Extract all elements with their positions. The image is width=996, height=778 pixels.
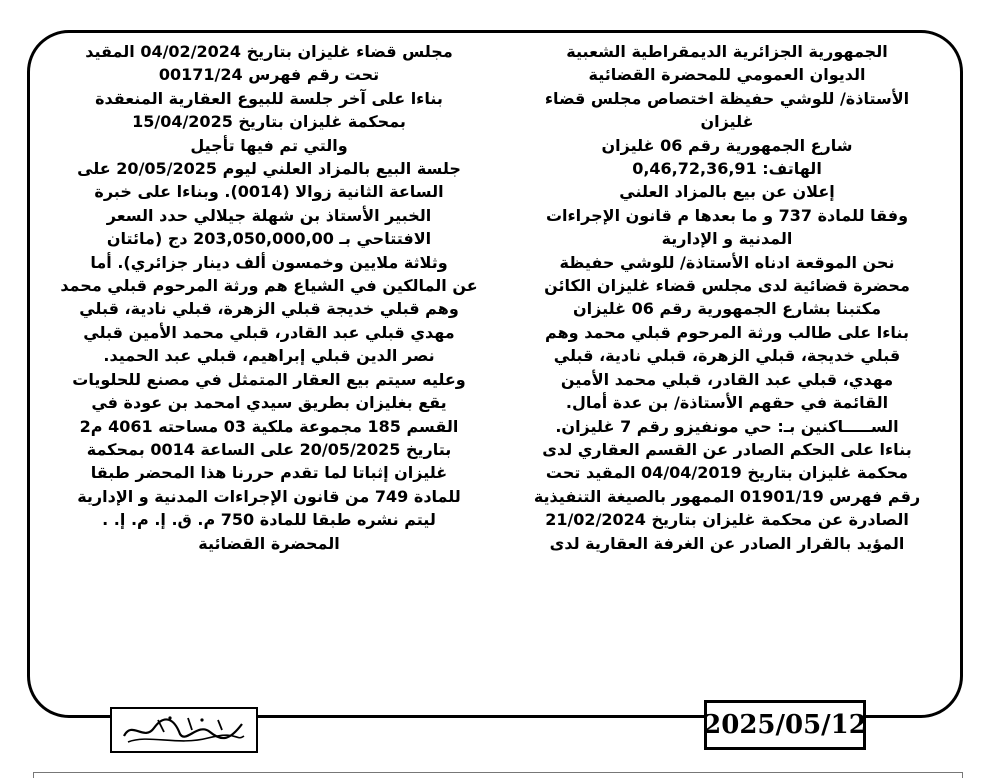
text-line: قبلي خديجة، قبلي الزهرة، قبلي نادية، قبلي bbox=[553, 346, 901, 366]
text-line: وفقا للمادة 737 و ما بعدها م قانون الإجراءات bbox=[545, 205, 909, 225]
newspaper-logo bbox=[110, 707, 258, 753]
text-line: يقع بغليزان بطريق سيدي امحمد بن عودة في bbox=[91, 393, 447, 413]
text-line: المدنية و الإدارية bbox=[661, 229, 793, 249]
text-line: نصر الدين قبلي إبراهيم، قبلي عبد الحميد. bbox=[103, 346, 435, 366]
text-line: مكتبنا بشارع الجمهورية رقم 06 غليزان bbox=[573, 299, 881, 319]
text-line: الجمهورية الجزائرية الديمقراطية الشعبية bbox=[566, 42, 888, 61]
text-line: بناءا على آخر جلسة للبيوع العقارية المنعقدة bbox=[95, 88, 443, 108]
text-line: القسم 185 مجموعة ملكية 03 مساحته 4061 م2 bbox=[79, 416, 459, 436]
left-column bbox=[43, 40, 495, 555]
bottom-divider bbox=[33, 772, 963, 778]
right-column bbox=[508, 40, 946, 555]
text-line: وثلاثة ملايين وخمسون ألف دينار جزائري). أما bbox=[90, 252, 448, 272]
text-line: الديوان العمومي للمحضرة القضائية bbox=[588, 65, 866, 85]
text-line: للمادة 749 من قانون الإجراءات المدنية و الإدارية bbox=[77, 486, 461, 506]
text-line: محضرة قضائية لدى مجلس قضاء غليزان الكائن bbox=[544, 276, 910, 296]
text-line: الهاتف: 0,46,72,36,91 bbox=[632, 159, 822, 179]
text-line: الأستاذة/ للوشي حفيظة اختصاص مجلس قضاء bbox=[544, 88, 910, 108]
text-line: مجلس قضاء غليزان بتاريخ 04/02/2024 المقيد bbox=[85, 42, 453, 61]
calligraphy-logo-icon bbox=[118, 712, 250, 748]
text-line: جلسة البيع بالمزاد العلني ليوم 20/05/2025 على bbox=[77, 159, 461, 179]
text-line: غليزان bbox=[700, 112, 754, 132]
text-line: وعليه سيتم بيع العقار المتمثل في مصنع للحلويات bbox=[72, 369, 466, 389]
text-line: بناءا على طالب ورثة المرحوم قبلي محمد وهم bbox=[545, 322, 909, 342]
text-line: المحضرة القضائية bbox=[198, 533, 340, 553]
text-line: الســـــاكنين بـ: حي مونفيزو رقم 7 غليزان. bbox=[555, 416, 899, 436]
text-line: والتي تم فيها تأجيل bbox=[190, 135, 348, 155]
text-line: عن المالكين في الشياع هم ورثة المرحوم قبلي محمد bbox=[60, 276, 478, 296]
text-line: بتاريخ 20/05/2025 على الساعة 0014 بمحكمة bbox=[86, 439, 452, 459]
text-line: شارع الجمهورية رقم 06 غليزان bbox=[601, 135, 853, 155]
publication-date: 2025/05/12 bbox=[704, 700, 866, 750]
text-line: محكمة غليزان بتاريخ 04/04/2019 المقيد تحت bbox=[545, 463, 909, 483]
text-line: تحت رقم فهرس 00171/24 bbox=[158, 65, 380, 85]
text-line: مهدي، قبلي عبد القادر، قبلي محمد الأمين bbox=[560, 369, 894, 389]
text-line: بناءا على الحكم الصادر عن القسم العقاري لدى bbox=[542, 439, 912, 459]
text-line: الافتتاحي بـ 203,050,000,00 دج (مائتان bbox=[106, 229, 432, 249]
text-line: الصادرة عن محكمة غليزان بتاريخ 21/02/2024 bbox=[545, 510, 909, 530]
text-line: الخبير الأستاذ بن شهلة جيلالي حدد السعر bbox=[106, 205, 432, 225]
text-line: غليزان إثباتا لما تقدم حررنا هذا المحضر طبقا bbox=[90, 463, 448, 483]
text-line: المؤيد بالقرار الصادر عن الغرفة العقارية لدى bbox=[549, 533, 905, 553]
text-line: مهدي قبلي عبد القادر، قبلي محمد الأمين قبلي bbox=[83, 322, 455, 342]
text-line: ليتم نشره طبقا للمادة 750 م. ق. إ. م. إ. . bbox=[102, 510, 436, 530]
text-line: الساعة الثانية زوالا (0014). وبناءا على خبرة bbox=[94, 182, 444, 202]
text-line: نحن الموقعة ادناه الأستاذة/ للوشي حفيظة bbox=[559, 252, 895, 272]
text-line: إعلان عن بيع بالمزاد العلني bbox=[619, 182, 835, 202]
text-line: القائمة في حقهم الأستاذة/ بن عدة أمال. bbox=[565, 393, 889, 413]
text-line: وهم قبلي خديجة قبلي الزهرة، قبلي نادية، قبلي bbox=[79, 299, 459, 319]
text-line: بمحكمة غليزان بتاريخ 15/04/2025 bbox=[132, 112, 406, 132]
text-line: رقم فهرس 01901/19 الممهور بالصيغة التنفيذية bbox=[533, 486, 921, 506]
